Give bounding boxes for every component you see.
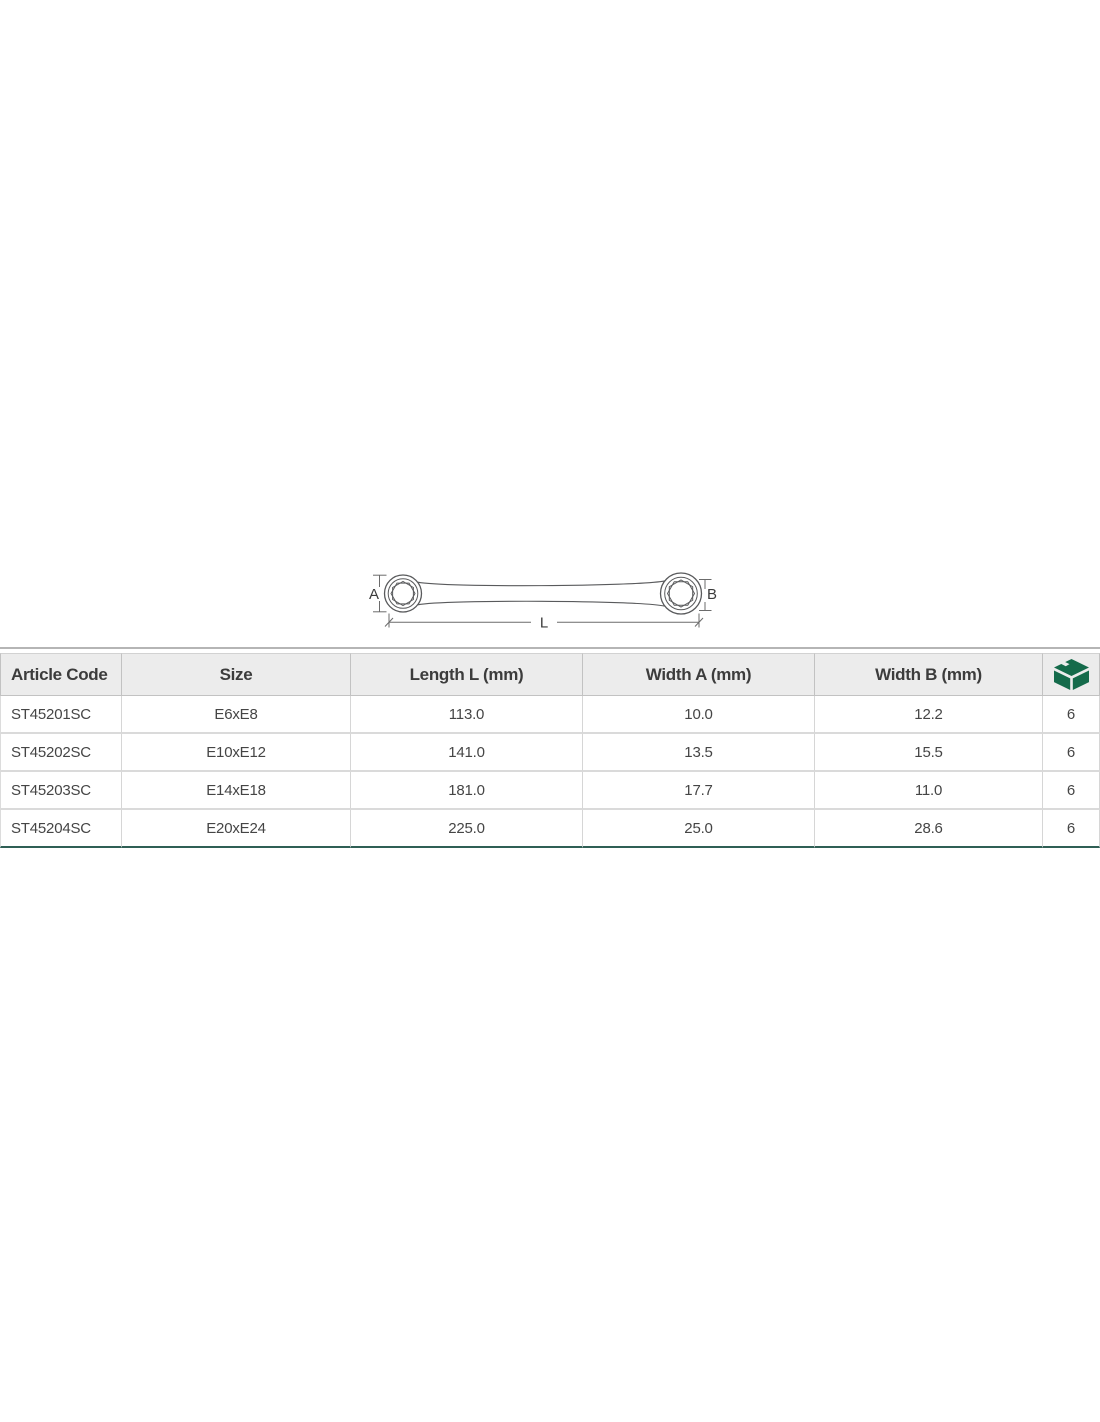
cell-length: 141.0 [351, 734, 583, 772]
table-row [0, 772, 1100, 810]
col-header-size: Size [122, 653, 351, 696]
cell-pack-qty: 6 [1043, 772, 1100, 810]
cell-pack-qty: 6 [1043, 696, 1100, 734]
table-row [0, 734, 1100, 772]
cell-size: E14xE18 [122, 772, 351, 810]
cell-width-a: 13.5 [583, 734, 815, 772]
dim-label-width-a: A [368, 586, 380, 603]
cell-length: 181.0 [351, 772, 583, 810]
col-header-width-b: Width B (mm) [815, 653, 1043, 696]
cell-width-b: 11.0 [815, 772, 1043, 810]
table-header-row [0, 653, 1100, 696]
cell-article-code: ST45203SC [0, 772, 122, 810]
wrench-outline [385, 573, 702, 614]
cell-width-a: 10.0 [583, 696, 815, 734]
wrench-diagram-area [0, 550, 1100, 650]
cell-width-a: 17.7 [583, 772, 815, 810]
table-row [0, 696, 1100, 734]
cell-pack-qty: 6 [1043, 810, 1100, 848]
cell-width-b: 28.6 [815, 810, 1043, 848]
cell-pack-qty: 6 [1043, 734, 1100, 772]
table-top-divider [0, 647, 1100, 649]
dim-label-length: L [539, 614, 549, 632]
cell-size: E20xE24 [122, 810, 351, 848]
wrench-diagram [0, 550, 1100, 650]
table-row [0, 810, 1100, 848]
spec-table-section [0, 647, 1100, 848]
col-header-article-code: Article Code [0, 653, 122, 696]
col-header-package-qty [1043, 653, 1100, 696]
col-header-length: Length L (mm) [351, 653, 583, 696]
cell-size: E10xE12 [122, 734, 351, 772]
cell-size: E6xE8 [122, 696, 351, 734]
cell-article-code: ST45201SC [0, 696, 122, 734]
cell-article-code: ST45204SC [0, 810, 122, 848]
cell-width-b: 15.5 [815, 734, 1043, 772]
spec-table [0, 653, 1100, 848]
cell-length: 225.0 [351, 810, 583, 848]
cell-article-code: ST45202SC [0, 734, 122, 772]
package-icon [1054, 659, 1089, 690]
cell-width-b: 12.2 [815, 696, 1043, 734]
col-header-width-a: Width A (mm) [583, 653, 815, 696]
cell-length: 113.0 [351, 696, 583, 734]
cell-width-a: 25.0 [583, 810, 815, 848]
dim-label-width-b: B [706, 586, 718, 603]
